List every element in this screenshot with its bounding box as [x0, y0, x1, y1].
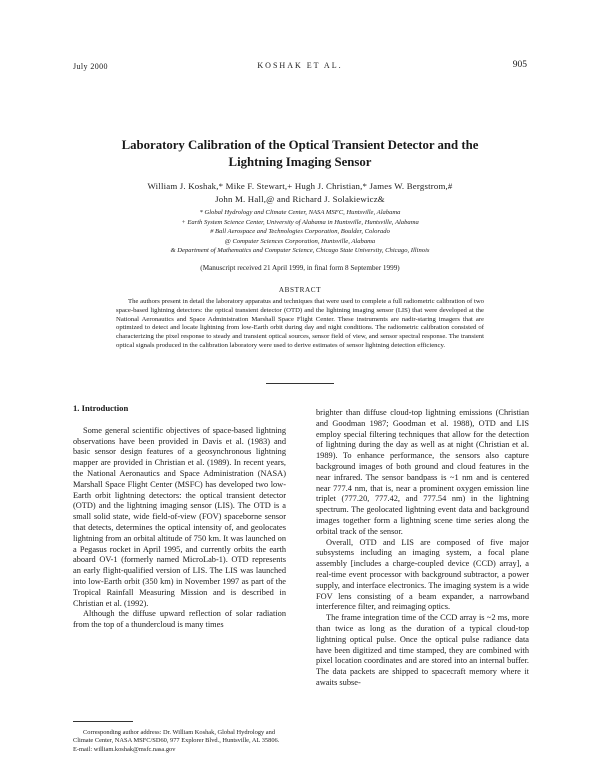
- affiliation: & Department of Mathematics and Computer Science, Chicago State University, Chicago, Illinois: [170, 247, 430, 255]
- paragraph: The frame integration time of the CCD array is ~2 ms, more than twice as long as the duration of a typical cloud-top lightning optical pulse. Once the optical pulse radiance data have been digitized and time stamped, they are combined with pixel location coordinates and are stored into an internal buffer. The data packets are shipped to spacecraft memory where it awaits subse-: [316, 613, 529, 687]
- running-header-authors: KOSHAK ET AL.: [257, 61, 343, 70]
- paragraph: brighter than diffuse cloud-top lightning emissions (Christian and Goodman 1987; Goodman et al. 1988), OTD and LIS employ special filtering techniques that allow for the detection of lightning during the day as well as at night (Christian et al. 1989). To enhance performance, the sensors also capture background images of both ground and cloud features in the near infrared. The sensor bandpass is ~1 nm and is centered near 777.4 nm, that is, near a prominent oxygen emission line triplet (777.20, 777.42, and 777.54 nm) in the lightning spectrum. The geolocated lightning event data and background images together form a lightning scene time series along the orbital track of the sensor.: [316, 408, 529, 536]
- affiliation: * Global Hydrology and Climate Center, NASA MSFC, Huntsville, Alabama: [199, 209, 401, 216]
- article-title: [60, 137, 540, 171]
- footnote-rule: [73, 721, 133, 722]
- affiliations: [60, 208, 540, 256]
- authors-line-1: William J. Koshak,* Mike F. Stewart,+ Hugh J. Christian,* James W. Bergstrom,#: [147, 181, 453, 191]
- abstract-text: The authors present in detail the laboratory apparatus and techniques that were used to complete a full radiometric calibration of two space-based lightning detectors: the optical transient detector (OTD) and the lightning imaging sensor (LIS) that were developed at the National Aeronautics and Space Administration Marshall Space Flight Center. These instruments are nadir-staring imagers that are optimized to detect and locate lightning from low-Earth orbit during day and night conditions. The radiometric calibration consisted of characterizing the pixel response to steady and transient optical sources, sensor field of view, and sensor spectral response. The transient optical signals produced in the calibration laboratory were used to derive estimates of sensor lightning detection efficiency.: [116, 298, 484, 349]
- affiliation: # Ball Aerospace and Technologies Corporation, Boulder, Colorado: [210, 228, 390, 236]
- right-column: [316, 408, 529, 689]
- authors-line-2: John M. Hall,@ and Richard J. Solakiewicz&: [215, 193, 385, 204]
- title-line-2: Lightning Imaging Sensor: [228, 155, 372, 169]
- affiliation: + Earth System Science Center, University of Alabama in Huntsville, Huntsville, Alabama: [181, 218, 419, 226]
- paragraph: Some general scientific objectives of space-based lightning observations have been provided in Davis et al. (1983) and basic sensor design features of a geosynchronous lightning mapper are provided in Christian et al. (1989). In recent years, the National Aeronautics and Space Administration (NASA) Marshall Space Flight Center (MSFC) has developed two low-Earth orbit lightning detectors: the optical transient detector (OTD) and the lightning imaging sensor (LIS). The OTD is a small solid state, wide field-of-view (FOV) spaceborne sensor that detects, determines the optical intensity of, and geolocates lightning from an orbital altitude of 750 km. It was launched on a Pegasus rocket in April 1995, and currently orbits the earth aboard OV-1 (formerly named MicroLab-1). OTD represents an early flight-qualified version of LIS. The LIS was launched into low-Earth orbit (350 km) in November 1997 as part of the Tropical Rainfall Measuring Mission and is described in Christian et al. (1992).: [73, 425, 286, 608]
- corresponding-email: E-mail: william.koshak@msfc.nasa.gov: [73, 745, 176, 753]
- paragraph: Overall, OTD and LIS are composed of five major subsystems including an imaging system, a focal plane assembly [includes a charge-coupled device (CCD) array], a real-time event processor with background subtractor, a power supply, and interface electronics. The imaging system is a wide FOV lens consisting of a beam expander, a narrowband interference filter, and reimaging optics.: [316, 537, 529, 612]
- section-heading: 1. Introduction: [73, 403, 129, 413]
- abstract-heading: ABSTRACT: [278, 286, 322, 294]
- title-line-1: Laboratory Calibration of the Optical Transient Detector and the: [121, 138, 479, 152]
- left-column: [73, 403, 286, 631]
- section-divider: [266, 383, 334, 384]
- manuscript-dates: (Manuscript received 21 April 1999, in final form 8 September 1999): [200, 264, 400, 272]
- page-number: 905: [512, 60, 527, 70]
- running-header-date: July 2000: [73, 62, 108, 71]
- paragraph: Although the diffuse upward reflection of solar radiation from the top of a thundercloud is many times: [73, 609, 286, 630]
- footnote: [73, 729, 286, 754]
- corresponding-address: Corresponding author address: Dr. William Koshak, Global Hydrology and Climate Center, NASA MSFC/SD60, 977 Explorer Blvd., Huntsville, AL 35806.: [73, 729, 280, 745]
- affiliation: @ Computer Sciences Corporation, Huntsville, Alabama: [224, 237, 376, 245]
- author-list: [60, 180, 540, 205]
